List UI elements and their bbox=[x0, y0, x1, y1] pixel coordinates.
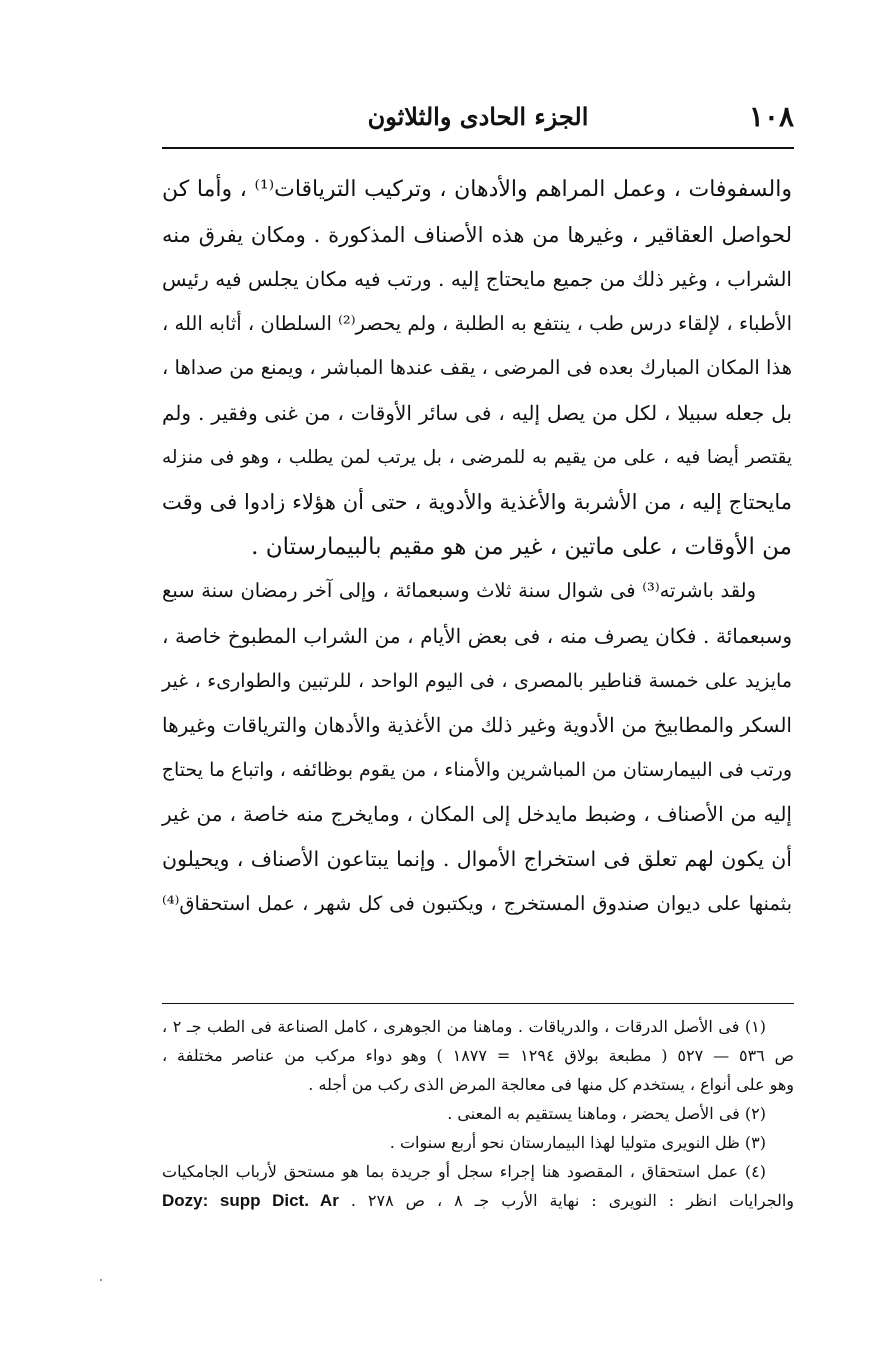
footnotes bbox=[162, 1012, 794, 1215]
body-line: ورتب فى البيمارستان من المباشرين والأمناء ، من يقوم بوظائفه ، واتباع ما يحتاج bbox=[161, 758, 792, 781]
page-header bbox=[162, 96, 794, 142]
footnote-line: ص ٥٣٦ — ٥٢٧ ( مطبعة بولاق ١٢٩٤ = ١٨٧٧ ) وهو دواء مركب من عناصر مختلفة ، bbox=[162, 1046, 794, 1065]
footnote-rule bbox=[162, 1003, 794, 1004]
running-title: الجزء الحادى والثلاثون bbox=[367, 102, 589, 131]
footnote-citation-arabic: والجرايات انظر : النويرى : نهاية الأرب جـ ٨ ، ص ٢٧٨ . bbox=[350, 1191, 795, 1210]
body-line: السكر والمطابيخ من الأدوية وغير ذلك من الأغذية والأدهان والترياقات وغيرها bbox=[162, 713, 792, 738]
footnote-line: (٢) فى الأصل يحضر ، وماهنا يستقيم به المعنى . bbox=[447, 1104, 766, 1123]
body-line: وسبعمائة . فكان يصرف منه ، فى بعض الأيام ، من الشراب المطبوخ خاصة ، bbox=[162, 623, 792, 648]
body-line: هذا المكان المبارك بعده فى المرضى ، يقف عندها المباشر ، ويمنع من صداها ، bbox=[162, 356, 792, 380]
footnote-line: (٤) عمل استحقاق ، المقصود هنا إجراء سجل أو جريدة بما هو مستحق لأرباب الجامكيات bbox=[162, 1162, 766, 1181]
body-line: مايزيد على خمسة قناطير بالمصرى ، فى اليوم الواحد ، للرتبين والطوارىء ، غير bbox=[162, 669, 792, 692]
body-line: يقتصر أيضا فيه ، على من يقيم به للمرضى ، بل يرتب لمن يطلب ، وهو فى منزله bbox=[162, 446, 792, 468]
footnote-line: وهو على أنواع ، يستخدم كل منها فى معالجة المرض الذى ركب من أجله . bbox=[308, 1075, 794, 1094]
body-line: من الأوقات ، على ماتين ، غير من هو مقيم بالبيمارستان . bbox=[251, 533, 792, 560]
body-line: الشراب ، وغير ذلك من جميع مايحتاج إليه . ورتب فيه مكان يجلس فيه رئيس bbox=[162, 267, 792, 292]
body-line: مايحتاج إليه ، من الأشربة والأغذية والأدوية ، حتى أن هؤلاء زادوا فى وقت bbox=[162, 490, 792, 515]
footnote-line: (١) فى الأصل الدرقات ، والدرياقات . وماهنا من الجوهرى ، كامل الصناعة فى الطب جـ ٢ ، bbox=[162, 1017, 767, 1036]
footnote-line-last bbox=[162, 1186, 794, 1215]
body-line: بثمنها على ديوان صندوق المستخرج ، ويكتبون فى كل شهر ، عمل استحقاق⁽⁴⁾ bbox=[162, 891, 792, 915]
header-rule bbox=[162, 147, 794, 149]
body-line: بل جعله سبيلا ، لكل من يصل إليه ، فى سائر الأوقات ، من غنى وفقير . ولم bbox=[162, 400, 792, 425]
page-number: ١٠٨ bbox=[748, 100, 794, 133]
body-line: والسفوفات ، وعمل المراهم والأدهان ، وتركيب الترياقات⁽¹⁾ ، وأما كن bbox=[162, 177, 792, 202]
body-text bbox=[162, 168, 792, 926]
scan-speck bbox=[100, 1279, 102, 1281]
body-line: أن يكون لهم تعلق فى استخراج الأموال . وإنما يبتاعون الأصناف ، ويحيلون bbox=[162, 846, 792, 871]
footnote-citation-latin: Dozy: supp Dict. Ar bbox=[162, 1191, 339, 1210]
body-line: إليه من الأصناف ، وضبط مايدخل إلى المكان ، ومايخرج منه خاصة ، من غير bbox=[162, 802, 792, 827]
body-line: لحواصل العقاقير ، وغيرها من هذه الأصناف المذكورة . ومكان يفرق منه bbox=[162, 222, 792, 247]
body-line: ولقد باشرته⁽³⁾ فى شوال سنة ثلاث وسبعمائة ، وإلى آخر رمضان سنة سبع bbox=[162, 579, 757, 603]
body-line: الأطباء ، لإلقاء درس طب ، ينتفع به الطلبة ، ولم يحصر⁽²⁾ السلطان ، أثابه الله ، bbox=[162, 311, 792, 335]
footnote-line: (٣) ظل النويرى متوليا لهذا البيمارستان نحو أربع سنوات . bbox=[389, 1133, 766, 1152]
